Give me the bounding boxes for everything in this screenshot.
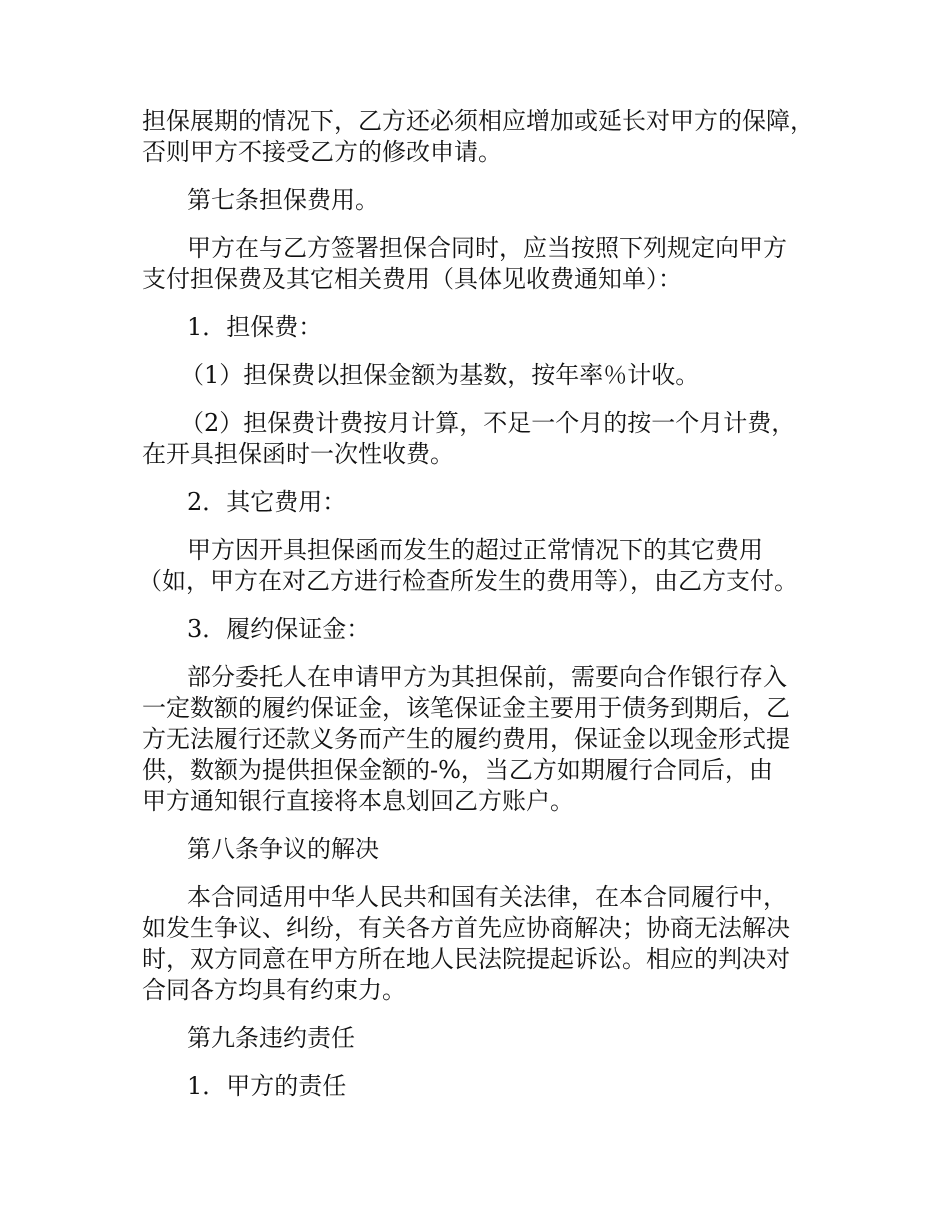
text-line: 本合同适用中华人民共和国有关法律，在本合同履行中， (187, 883, 787, 911)
text-line: 方无法履行还款义务而产生的履约费用，保证金以现金形式提 (142, 725, 790, 753)
text-line: 支付担保费及其它相关费用（具体见收费通知单）： (142, 265, 682, 293)
item-performance-deposit (142, 614, 842, 645)
item-party-a-liability (142, 1071, 842, 1102)
paragraph-other-fees (138, 535, 842, 597)
text-line: 否则甲方不接受乙方的修改申请。 (142, 138, 502, 166)
text-line: （2）担保费计费按月计算，不足一个月的按一个月计费， (180, 409, 796, 437)
heading-article-8 (142, 834, 842, 865)
text-line: 2．其它费用： (187, 488, 347, 516)
text-line: 时，双方同意在甲方所在地人民法院提起诉讼。相应的判决对 (142, 945, 790, 973)
text-line: 合同各方均具有约束力。 (142, 976, 406, 1004)
text-line: 3．履约保证金： (187, 615, 371, 643)
subitem-fee-monthly (142, 408, 842, 470)
text-line: 第八条争议的解决 (187, 835, 379, 863)
text-line: 一定数额的履约保证金，该笔保证金主要用于债务到期后，乙 (142, 694, 790, 722)
document-page (138, 106, 842, 1119)
text-line: 1．担保费： (187, 313, 323, 341)
paragraph-guarantee-extension (142, 106, 842, 168)
text-line: 如发生争议、纠纷，有关各方首先应协商解决；协商无法解决 (142, 914, 790, 942)
text-line: 第七条担保费用。 (187, 186, 379, 214)
paragraph-dispute-resolution (142, 882, 842, 1006)
text-line: 1．甲方的责任 (187, 1072, 347, 1100)
text-line: 第九条违约责任 (187, 1024, 355, 1052)
text-line: 甲方通知银行直接将本息划回乙方账户。 (142, 787, 574, 815)
text-line: （1）担保费以担保金额为基数，按年率％计收。 (180, 361, 700, 389)
text-line: 担保展期的情况下，乙方还必须相应增加或延长对甲方的保障， (142, 107, 814, 135)
text-line: 部分委托人在申请甲方为其担保前，需要向合作银行存入 (187, 663, 787, 691)
paragraph-performance-deposit (142, 662, 842, 817)
item-guarantee-fee (142, 312, 842, 343)
text-line: （如，甲方在对乙方进行检查所发生的费用等），由乙方支付。 (138, 567, 798, 595)
heading-article-7 (142, 185, 842, 216)
heading-article-9 (142, 1023, 842, 1054)
text-line: 供，数额为提供担保金额的-%，当乙方如期履行合同后，由 (142, 756, 773, 784)
item-other-fees (142, 487, 842, 518)
subitem-fee-base (142, 360, 842, 391)
text-line: 在开具担保函时一次性收费。 (142, 440, 454, 468)
text-line: 甲方在与乙方签署担保合同时，应当按照下列规定向甲方 (187, 234, 787, 262)
paragraph-fee-payment (142, 233, 842, 295)
text-line: 甲方因开具担保函而发生的超过正常情况下的其它费用 (187, 536, 763, 564)
